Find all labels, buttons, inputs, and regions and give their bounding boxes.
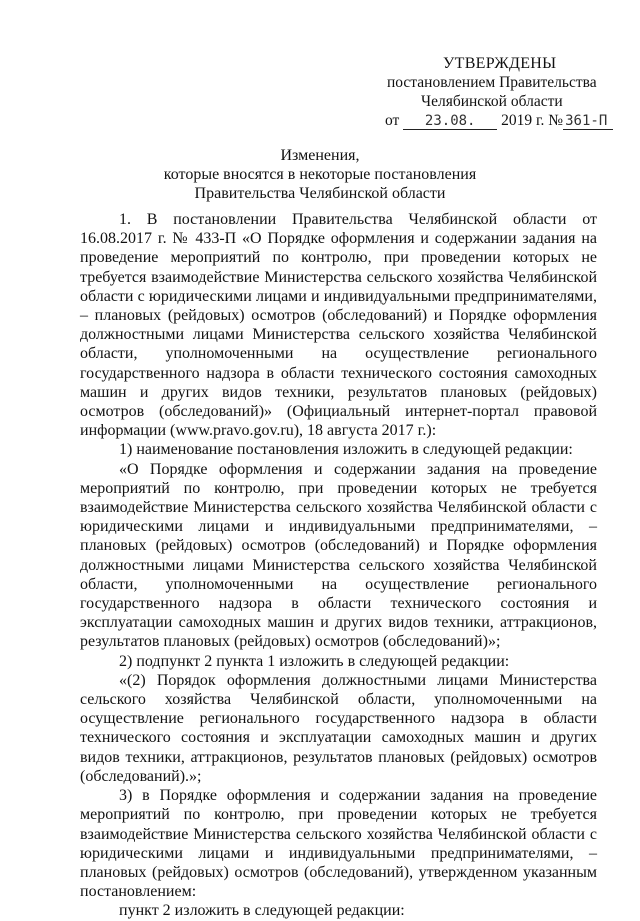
approval-date-line: [385, 111, 608, 130]
approval-line-region: Челябинской области: [421, 93, 563, 110]
document-title: [80, 146, 560, 203]
approval-line-resolution: постановлением Правительства: [387, 74, 597, 91]
paragraph-5: «(2) Порядок оформления должностными лицами Министерства сельского хозяйства Челябинской области, уполномоченными на осуществление регионального государственного надзора в области технического состояния и эксплуатации самоходных машин и других видов техники, аттракционов, результатов плановых (рейдовых) осмотров (обследований).»;: [80, 671, 597, 785]
title-line-1: Изменения,: [280, 147, 360, 164]
paragraph-7: пункт 2 изложить в следующей редакции:: [119, 902, 405, 920]
approval-year-text: 2019 г. №: [501, 112, 564, 129]
document-body: [80, 210, 597, 921]
paragraph-3: «О Порядке оформления и содержании задания на проведение мероприятий по контролю, при проведении которых не требуется взаимодействие Министерства сельского хозяйства Челябинской области с юридическими лицами и индивидуальными предпринимателями, – плановых (рейдовых) осмотров (обследований) и Порядке оформления должностными лицами Министерства сельского хозяйства Челябинской области, уполномоченными на осуществление регионального государственного надзора в области технического состояния и эксплуатации самоходных машин и других видов техники, аттракционов, результатов плановых (рейдовых) осмотров (обследований)»;: [80, 460, 597, 651]
paragraph-4: 2) подпункт 2 пункта 1 изложить в следующей редакции:: [119, 652, 510, 670]
approval-heading: УТВЕРЖДЕНЫ: [443, 55, 557, 72]
title-line-3: Правительства Челябинской области: [194, 185, 446, 202]
approval-number-value: 361-П: [565, 113, 608, 129]
approval-from-label: от: [385, 112, 400, 129]
approval-stamp: [385, 54, 608, 130]
approval-date-field: [403, 112, 497, 130]
approval-number-field: [563, 112, 613, 130]
title-line-2: которые вносятся в некоторые постановления: [163, 166, 477, 183]
paragraph-2: 1) наименование постановления изложить в следующей редакции:: [119, 441, 573, 459]
approval-date-value: 23.08.: [424, 113, 476, 129]
paragraph-6: 3) в Порядке оформления и содержании задания на проведение мероприятий по контролю, при проведении которых не требуется взаимодействие Министерства сельского хозяйства Челябинской области с юридическими лицами и индивидуальными предпринимателями, – плановых (рейдовых) осмотров (обследований), утвержденном указанным постановлением:: [80, 787, 597, 901]
paragraph-1: 1. В постановлении Правительства Челябинской области от 16.08.2017 г. № 433-П «О Порядке оформления и содержании задания на проведение мероприятий по контролю, при проведении которых не требуется взаимодействие Министерства сельского хозяйства Челябинской области с юридическими лицами и индивидуальными предпринимателями, – плановых (рейдовых) осмотров (обследований) и Порядке оформления должностными лицами Министерства сельского хозяйства Челябинской области, уполномоченными на осуществление регионального государственного надзора в области технического состояния самоходных машин и других видов техники, результатов плановых (рейдовых) осмотров (обследований)» (Официальный интернет-портал правовой информации (www.pravo.gov.ru), 18 августа 2017 г.):: [80, 211, 597, 440]
